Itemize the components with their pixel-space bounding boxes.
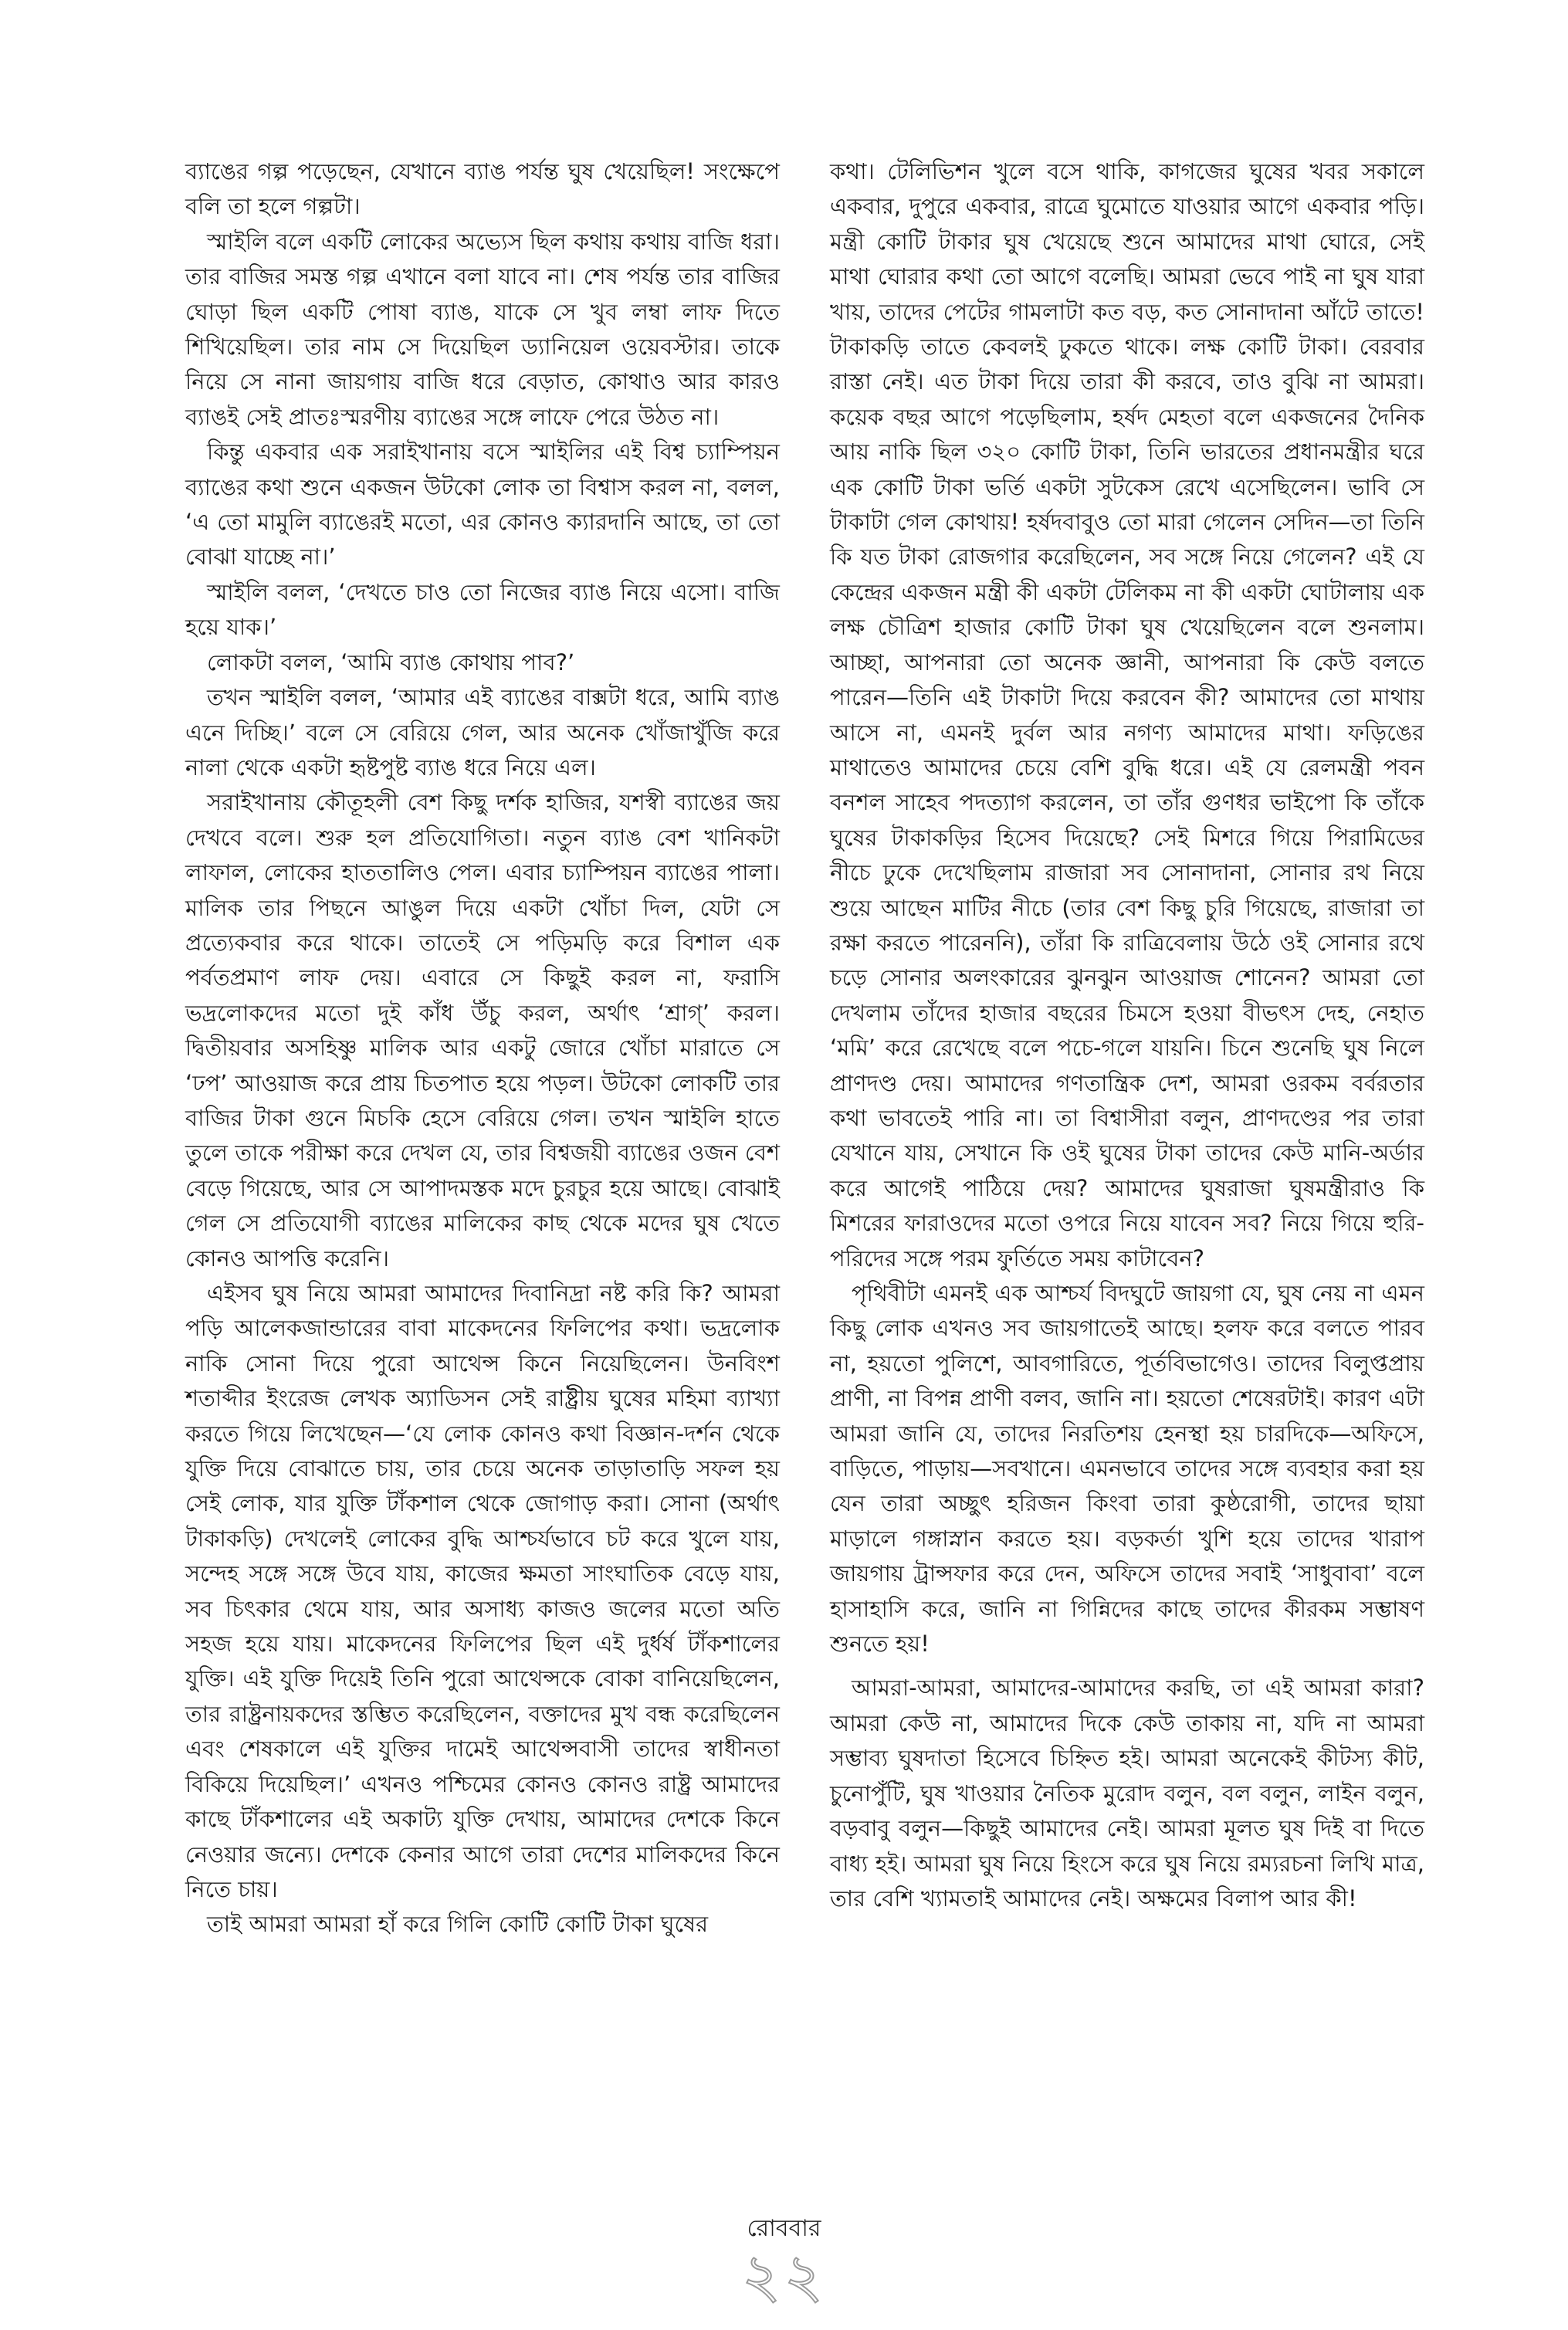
- paragraph: স্মাইলি বলে একটি লোকের অভ্যেস ছিল কথায় কথায় বাজি ধরা। তার বাজির সমস্ত গল্প এখানে বলা যাবে না। শেষ পর্যন্ত তার বাজির ঘোড়া ছিল একটি পোষা ব্যাঙ, যাকে সে খুব লম্বা লাফ দিতে শিখিয়েছিল। তার নাম সে দিয়েছিল ড্যানিয়েল ওয়েবস্টার। তাকে নিয়ে সে নানা জায়গায় বাজি ধরে বেড়াত, কোথাও আর কারও ব্যাঙই সেই প্রাতঃস্মরণীয় ব্যাঙের সঙ্গে লাফে পেরে উঠত না।: [185, 228, 780, 430]
- left-text-column: [185, 154, 780, 1942]
- paragraph: পৃথিবীটা এমনই এক আশ্চর্য বিদঘুটে জায়গা যে, ঘুষ নেয় না এমন কিছু লোক এখনও সব জায়গাতেই আছে। হলফ করে বলতে পারব না, হয়তো পুলিশে, আবগারিতে, পূর্তবিভাগেও। তাদের বিলুপ্তপ্রায় প্রাণী, না বিপন্ন প্রাণী বলব, জানি না। হয়তো শেষেরটাই। কারণ এটা আমরা জানি যে, তাদের নিরতিশয় হেনস্থা হয় চারদিকে—অফিসে, বাড়িতে, পাড়ায়—সবখানে। এমনভাবে তাদের সঙ্গে ব্যবহার করা হয় যেন তারা অচ্ছুৎ হরিজন কিংবা তারা কুষ্ঠরোগী, তাদের ছায়া মাড়ালে গঙ্গাস্নান করতে হয়। বড়কর্তা খুশি হয়ে তাদের খারাপ জায়গায় ট্রান্সফার করে দেন, অফিসে তাদের সবাই ‘সাধুবাবা’ বলে হাসাহাসি করে, জানি না গিন্নিদের কাছে তাদের কীরকম সম্ভাষণ শুনতে হয়!: [830, 1280, 1424, 1658]
- paragraph: তাই আমরা আমরা হাঁ করে গিলি কোটি কোটি টাকা ঘুষের: [207, 1911, 709, 1938]
- magazine-name: রোববার: [747, 2215, 821, 2242]
- paragraph: কথা। টেলিভিশন খুলে বসে থাকি, কাগজের ঘুষের খবর সকালে একবার, দুপুরে একবার, রাত্রে ঘুমোতে যাওয়ার আগে একবার পড়ি। মন্ত্রী কোটি টাকার ঘুষ খেয়েছে শুনে আমাদের মাথা ঘোরে, সেই মাথা ঘোরার কথা তো আগে বলেছি। আমরা ভেবে পাই না ঘুষ যারা খায়, তাদের পেটের গামলাটা কত বড়, কত সোনাদানা আঁটে তাতে! টাকাকড়ি তাতে কেবলই ঢুকতে থাকে। লক্ষ কোটি টাকা। বেরবার রাস্তা নেই। এত টাকা দিয়ে তারা কী করবে, তাও বুঝি না আমরা। কয়েক বছর আগে পড়েছিলাম, হর্ষদ মেহতা বলে একজনের দৈনিক আয় নাকি ছিল ৩২০ কোটি টাকা, তিনি ভারতের প্রধানমন্ত্রীর ঘরে এক কোটি টাকা ভর্তি একটা সুটকেস রেখে এসেছিলেন। ভাবি সে টাকাটা গেল কোথায়! হর্ষদবাবুও তো মারা গেলেন সেদিন—তা তিনি কি যত টাকা রোজগার করেছিলেন, সব সঙ্গে নিয়ে গেলেন? এই যে কেন্দ্রের একজন মন্ত্রী কী একটা টেলিকম না কী একটা ঘোটালায় এক লক্ষ চৌত্রিশ হাজার কোটি টাকা ঘুষ খেয়েছিলেন বলে শুনলাম। আচ্ছা, আপনারা তো অনেক জ্ঞানী, আপনারা কি কেউ বলতে পারেন—তিনি এই টাকাটা দিয়ে করবেন কী? আমাদের তো মাথায় আসে না, এমনই দুর্বল আর নগণ্য আমাদের মাথা। ফড়িঙের মাথাতেও আমাদের চেয়ে বেশি বুদ্ধি ধরে। এই যে রেলমন্ত্রী পবন বনশল সাহেব পদত্যাগ করলেন, তা তাঁর গুণধর ভাইপো কি তাঁকে ঘুষের টাকাকড়ির হিসেব দিয়েছে? সেই মিশরে গিয়ে পিরামিডের নীচে ঢুকে দেখেছিলাম রাজারা সব সোনাদানা, সোনার রথ নিয়ে শুয়ে আছেন মাটির নীচে (তার বেশ কিছু চুরি গিয়েছে, রাজারা তা রক্ষা করতে পারেননি), তাঁরা কি রাত্রিবেলায় উঠে ওই সোনার রথে চড়ে সোনার অলংকারের ঝুনঝুন আওয়াজ শোনেন? আমরা তো দেখলাম তাঁদের হাজার বছরের চিমসে হওয়া বীভৎস দেহ, নেহাত ‘মমি’ করে রেখেছে বলে পচে-গলে যায়নি। চিনে শুনেছি ঘুষ নিলে প্রাণদণ্ড দেয়। আমাদের গণতান্ত্রিক দেশ, আমরা ওরকম বর্বরতার কথা ভাবতেই পারি না। তা বিশ্বাসীরা বলুন, প্রাণদণ্ডের পর তারা যেখানে যায়, সেখানে কি ওই ঘুষের টাকা তাদের কেউ মানি-অর্ডার করে আগেই পাঠিয়ে দেয়? আমাদের ঘুষরাজা ঘুষমন্ত্রীরাও কি মিশরের ফারাওদের মতো ওপরে নিয়ে যাবেন সব? নিয়ে গিয়ে হুরি-পরিদের সঙ্গে পরম ফুর্তিতে সময় কাটাবেন?: [830, 158, 1424, 1272]
- paragraph: তখন স্মাইলি বলল, ‘আমার এই ব্যাঙের বাক্সটা ধরে, আমি ব্যাঙ এনে দিচ্ছি।’ বলে সে বেরিয়ে গেল, আর অনেক খোঁজাখুঁজি করে নালা থেকে একটা হৃষ্টপুষ্ট ব্যাঙ ধরে নিয়ে এল।: [185, 684, 780, 781]
- paragraph: সরাইখানায় কৌতূহলী বেশ কিছু দর্শক হাজির, যশস্বী ব্যাঙের জয় দেখবে বলে। শুরু হল প্রতিযোগিতা। নতুন ব্যাঙ বেশ খানিকটা লাফাল, লোকের হাততালিও পেল। এবার চ্যাম্পিয়ন ব্যাঙের পালা। মালিক তার পিছনে আঙুল দিয়ে একটা খোঁচা দিল, যেটা সে প্রত্যেকবার করে থাকে। তাতেই সে পড়িমড়ি করে বিশাল এক পর্বতপ্রমাণ লাফ দেয়। এবারে সে কিছুই করল না, ফরাসি ভদ্রলোকদের মতো দুই কাঁধ উঁচু করল, অর্থাৎ ‘শ্রাগ্’ করল। দ্বিতীয়বার অসহিষ্ণু মালিক আর একটু জোরে খোঁচা মারাতে সে ‘ঢপ’ আওয়াজ করে প্রায় চিতপাত হয়ে পড়ল। উটকো লোকটি তার বাজির টাকা গুনে মিচকি হেসে বেরিয়ে গেল। তখন স্মাইলি হাতে তুলে তাকে পরীক্ষা করে দেখল যে, তার বিশ্বজয়ী ব্যাঙের ওজন বেশ বেড়ে গিয়েছে, আর সে আপাদমস্তক মদে চুরচুর হয়ে আছে। বোঝাই গেল সে প্রতিযোগী ব্যাঙের মালিকের কাছ থেকে মদের ঘুষ খেতে কোনও আপত্তি করেনি।: [185, 789, 780, 1272]
- paragraph: কিন্তু একবার এক সরাইখানায় বসে স্মাইলির এই বিশ্ব চ্যাম্পিয়ন ব্যাঙের কথা শুনে একজন উটকো লোক তা বিশ্বাস করল না, বলল, ‘এ তো মামুলি ব্যাঙেরই মতো, এর কোনও ক্যারদানি আছে, তা তো বোঝা যাচ্ছে না।’: [185, 439, 781, 571]
- page-number: ২২: [741, 2242, 827, 2311]
- paragraph: আমরা-আমরা, আমাদের-আমাদের করছি, তা এই আমরা কারা? আমরা কেউ না, আমাদের দিকে কেউ তাকায় না, যদি না আমরা সম্ভাব্য ঘুষদাতা হিসেবে চিহ্নিত হই। আমরা অনেকেই কীটস্য কীট, চুনোপুঁটি, ঘুষ খাওয়ার নৈতিক মুরোদ বলুন, বল বলুন, লাইন বলুন, বড়বাবু বলুন—কিছুই আমাদের নেই। আমরা মূলত ঘুষ দিই বা দিতে বাধ্য হই। আমরা ঘুষ নিয়ে হিংসে করে ঘুষ নিয়ে রম্যরচনা লিখি মাত্র, তার বেশি খ্যামতাই আমাদের নেই। অক্ষমের বিলাপ আর কী!: [830, 1675, 1424, 1912]
- paragraph: ব্যাঙের গল্প পড়েছেন, যেখানে ব্যাঙ পর্যন্ত ঘুষ খেয়েছিল! সংক্ষেপে বলি তা হলে গল্পটা।: [185, 158, 780, 220]
- right-text-column: [830, 154, 1424, 1916]
- paragraph: এইসব ঘুষ নিয়ে আমরা আমাদের দিবানিদ্রা নষ্ট করি কি? আমরা পড়ি আলেকজান্ডারের বাবা মাকেদনের ফিলিপের কথা। ভদ্রলোক নাকি সোনা দিয়ে পুরো আথেন্স কিনে নিয়েছিলেন। উনবিংশ শতাব্দীর ইংরেজ লেখক অ্যাডিসন সেই রাষ্ট্রীয় ঘুষের মহিমা ব্যাখ্যা করতে গিয়ে লিখেছেন—‘যে লোক কোনও কথা বিজ্ঞান-দর্শন থেকে যুক্তি দিয়ে বোঝাতে চায়, তার চেয়ে অনেক তাড়াতাড়ি সফল হয় সেই লোক, যার যুক্তি টাঁকশাল থেকে জোগাড় করা। সোনা (অর্থাৎ টাকাকড়ি) দেখলেই লোকের বুদ্ধি আশ্চর্যভাবে চট করে খুলে যায়, সন্দেহ সঙ্গে সঙ্গে উবে যায়, কাজের ক্ষমতা সাংঘাতিক বেড়ে যায়, সব চিৎকার থেমে যায়, আর অসাধ্য কাজও জলের মতো অতি সহজ হয়ে যায়। মাকেদনের ফিলিপের ছিল এই দুর্ধর্ষ টাঁকশালের যুক্তি। এই যুক্তি দিয়েই তিনি পুরো আথেন্সকে বোকা বানিয়েছিলেন, তার রাষ্ট্রনায়কদের স্তম্ভিত করেছিলেন, বক্তাদের মুখ বন্ধ করেছিলেন এবং শেষকালে এই যুক্তির দামেই আথেন্সবাসী তাদের স্বাধীনতা বিকিয়ে দিয়েছিল।’ এখনও পশ্চিমের কোনও কোনও রাষ্ট্র আমাদের কাছে টাঁকশালের এই অকাট্য যুক্তি দেখায়, আমাদের দেশকে কিনে নেওয়ার জন্যে। দেশকে কেনার আগে তারা দেশের মালিকদের কিনে নিতে চায়।: [185, 1280, 780, 1902]
- paragraph: স্মাইলি বলল, ‘দেখতে চাও তো নিজের ব্যাঙ নিয়ে এসো। বাজি হয়ে যাক।’: [185, 578, 780, 641]
- paragraph: লোকটা বলল, ‘আমি ব্যাঙ কোথায় পাব?’: [207, 649, 575, 676]
